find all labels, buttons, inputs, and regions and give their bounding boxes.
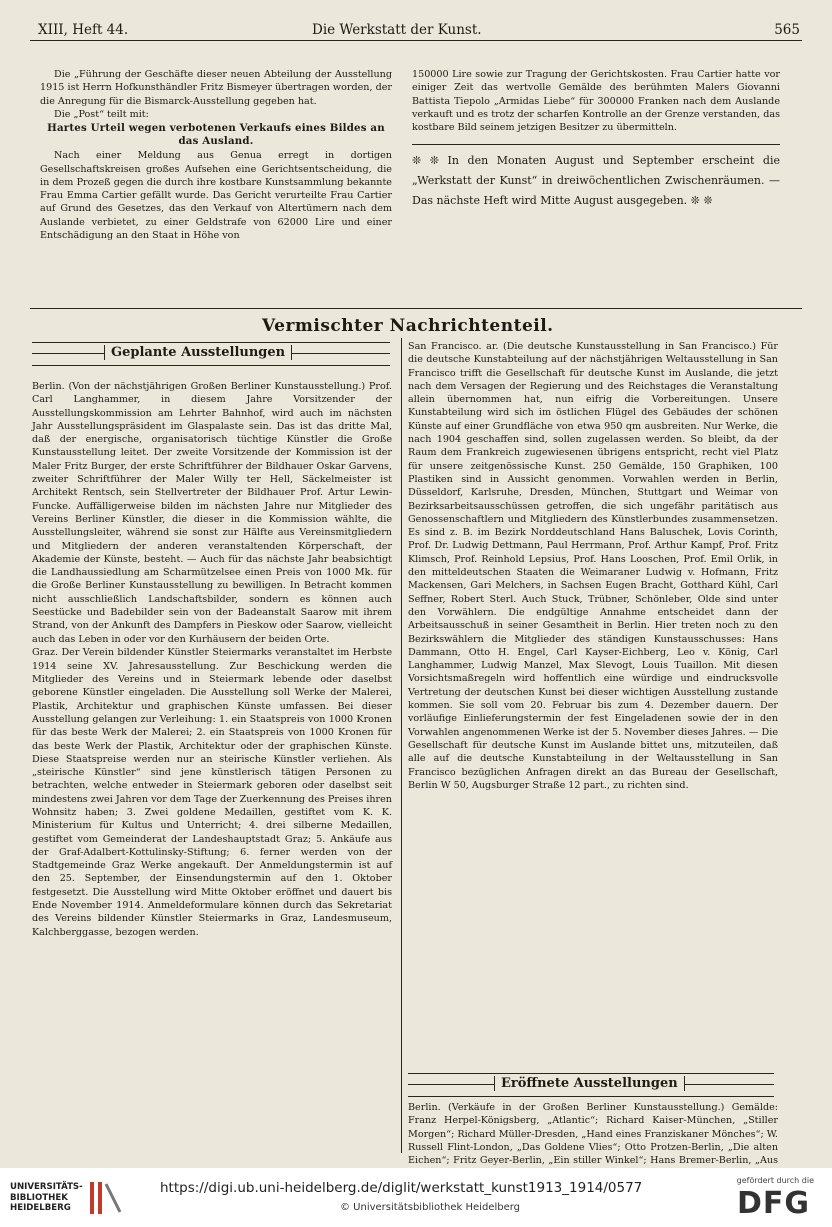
article-heading: Hartes Urteil wegen verbotenen Verkaufs eines Bildes an das Ausland. [47,122,385,148]
permalink-link[interactable]: https://digi.ub.uni-heidelberg.de/diglit/werkstatt_kunst1913_1914/0577 [160,1180,643,1196]
paragraph: Nach einer Meldung aus Genua erregt in dortigen Gesellschaftskreisen großes Aufsehen eine Gerichtsentscheidung, die in dem Prozeß gegen die durch ihre kostbare Kunstsammlung bekannte Frau Emma Cartier gefällt wurde. Das Gericht verurteilte Frau Cartier auf Grund des Gesetzes, das den Verkauf von Altertümern nach dem Auslande verbietet, zu einer Geldstrafe von 62000 Lire und einer Entschädigung an den Staat in Höhe von [40,150,392,242]
band-label: Eröffnete Ausstellungen [494,1076,685,1091]
column-rule [401,338,402,1153]
paragraph: 150000 Lire sowie zur Tragung der Gerichtskosten. Frau Cartier hatte vor einiger Zeit das wertvolle Gemälde des berühmten Malers Giovanni Battista Tiepolo „Armidas Liebe“ für 300000 Franken nach dem Auslande verkauft und es trotz der scharfen Kontrolle an der Grenze verstanden, das kostbare Bild seinem jetzigen Besitzer zu übermitteln. [412,69,780,134]
library-emblem-icon [84,1178,124,1218]
opened-exhibitions-band [408,1073,774,1097]
logo-line: BIBLIOTHEK [10,1192,68,1203]
top-left-column [40,68,392,243]
band-label: Geplante Ausstellungen [104,345,292,360]
paragraph: Die „Post“ teilt mit: [54,109,149,121]
dfg-logo: DFG [736,1186,810,1221]
section-title: Vermischter Nachrichtenteil. [262,316,554,336]
bottom-right-column [408,340,778,793]
funding-note: gefördert durch die [736,1176,814,1185]
section-header [30,308,802,339]
bottom-left-column [32,380,392,939]
publication-notice: ❊ ❊ In den Monaten August und September erscheint die „Werkstatt der Kunst“ in dreiwöchentlichen Zwischenräumen. — Das nächste Heft wird Mitte August ausgegeben. ❊ ❊ [412,154,780,208]
top-right-column [412,68,780,212]
paragraph: Die „Führung der Geschäfte dieser neuen Abteilung der Ausstellung 1915 ist Herrn Hofkunsthändler Fritz Bismeyer übertragen worden, der die Anregung für die Bismarck-Ausstellung gegeben hat. [40,69,392,107]
planned-exhibitions-band [32,342,390,366]
paragraph: Graz. Der Verein bildender Künstler Steiermarks veranstaltet im Herbste 1914 seine XV. Jahresausstellung. Zur Beschickung werden die Mitglieder des Vereins und in Steiermark lebende oder daselbst geborene Künstler eingeladen. Die Ausstellung soll Werke der Malerei, Plastik, Architektur und graphischen Künste umfassen. Bei dieser Ausstellung gelangen zur Verleihung: 1. ein Staatspreis von 1000 Kronen für das beste Werk der Malerei; 2. ein Staatspreis von 1000 Kronen für das beste Werk der Plastik, Architektur oder der graphischen Künste. Diese Staatspreise werden nur an steirische Künstler verliehen. Als „steirische Künstler“ sind jene künstlerisch tätigen Personen zu betrachten, welche entweder in Steiermark geboren oder daselbst seit mindestens zwei Jahren vor dem Tage der Zuerkennung des Preises ihren Wohnsitz haben; 3. Zwei goldene Medaillen, gestiftet vom K. K. Ministerium für Kultus und Unterricht; 4. drei silberne Medaillen, gestiftet vom Gemeinderat der Landeshauptstadt Graz; 5. Ankäufe aus der Graf-Adalbert-Kottulinsky-Stiftung; 6. ferner werden von der Stadtgemeinde Graz Werke angekauft. Der Anmeldungstermin ist auf den 25. September, der Einsendungstermin auf den 1. Oktober festgesetzt. Die Ausstellung wird Mitte Oktober eröffnet und dauert bis Ende November 1914. Anmeldeformulare können durch das Sekretariat des Vereins bildender Künstler Steiermarks in Graz, Landesmuseum, Kalchberggasse, bezogen werden. [32,647,392,938]
page-number: 565 [774,22,800,38]
viewer-footer [0,1168,832,1227]
paragraph: San Francisco. ar. (Die deutsche Kunstausstellung in San Francisco.) Für die deutsche Kunstabteilung auf der nächstjährigen Weltausstellung in San Francisco trifft die Gesellschaft für deutsche Kunst im Auslande, die jetzt nach dem Versagen der Regierung und des Reichstages die Veranstaltung allein übernommen hat, nun eifrig die Vorbereitungen. Unsere Kunstabteilung wird sich im östlichen Flügel des Gebäudes der schönen Künste auf einer Grundfläche von etwa 950 qm ausbreiten. Nur Werke, die nach 1904 geschaffen sind, sollen zugelassen werden. So bleibt, da der Raum dem Frankreich zugewiesenen übrigens entspricht, recht viel Platz für unsere zeitgenössische Kunst. 250 Gemälde, 150 Graphiken, 100 Plastiken sind in Aussicht genommen. Vorwahlen werden in Berlin, Düsseldorf, Karlsruhe, Dresden, München, Stuttgart und Weimar von Bezirksarbeitsausschüssen getroffen, die sich ungefähr paritätisch aus Genossenschaftlern und Mitgliedern des Künstlerbundes zusammensetzen. Es sind z. B. im Bezirk Norddeutschland Hans Baluschek, Lovis Corinth, Prof. Dr. Ludwig Dettmann, Paul Herrmann, Prof. Arthur Kampf, Prof. Fritz Klimsch, Prof. Reinhold Lepsius, Prof. Hans Looschen, Prof. Emil Orlik, in den mitteldeutschen Staaten die Weimaraner Ludwig v. Hofmann, Fritz Mackensen, Gari Melchers, in Sachsen Eugen Bracht, Gotthard Kühl, Carl Seffner, Robert Sterl. Auch Stuck, Trübner, Schönleber, Olde sind unter den Vorwählern. Die endgültige Annahme entscheidet dann der Arbeitsausschuß in seiner Gesamtheit in Berlin. Hier treten noch zu den Bezirkswählern die Mitglieder des ständigen Kunstausschusses: Hans Dammann, Otto H. Engel, Carl Kayser-Eichberg, Leo v. König, Carl Langhammer, Ludwig Manzel, Max Slevogt, Louis Tuaillon. Mit diesen Vorsichtsmaßregeln wird hoffentlich eine würdige und eindrucksvolle Vertretung der deutschen Kunst bei dieser wichtigen Ausstellung zustande kommen. Sie soll vom 20. Februar bis zum 4. Dezember dauern. Der vorläufige Einlieferungstermin der fest Eingeladenen sowie der in den Vorwahlen angenommenen Werke ist der 5. November dieses Jahres. — Die Gesellschaft für deutsche Kunst im Auslande bittet uns, mitzuteilen, daß alle auf die deutsche Kunstabteilung in der Weltausstellung in San Francisco bezüglichen Anfragen direkt an das Bureau der Gesellschaft, Berlin W 50, Augsburger Straße 12 part., zu richten sind. [408,341,778,791]
paragraph: Berlin. (Verkäufe in der Großen Berliner Kunstausstellung.) Gemälde: Franz Herpel-Königsberg, „Atlantic“; Richard Kaiser-München, „Stiller Morgen“; Richard Müller-Dresden, „Hand eines Franziskaner Mönches“; W. Russell Flint-London, „Das Goldene Vlies“; Otto Protzen-Berlin, „Die alten Eichen“; Fritz Geyer-Berlin, „Ein stiller Winkel“; Hans Bremer-Berlin, „Aus [408,1102,778,1167]
logo-line: HEIDELBERG [10,1203,71,1213]
divider [412,144,780,145]
copyright-note: © Universitätsbibliothek Heidelberg [340,1202,521,1213]
issue-label: XIII, Heft 44. [38,22,129,38]
logo-line: UNIVERSITÄTS- [10,1182,83,1192]
library-logo [10,1182,83,1214]
paragraph: Berlin. (Von der nächstjährigen Großen Berliner Kunstausstellung.) Prof. Carl Langhammer, in diesem Jahre Vorsitzender der Ausstellungskommission am Lehrter Bahnhof, wird auch im nächsten Jahr Ausstellungspräsident im Glaspalaste sein. Das ist das dritte Mal, daß der energische, organisatorisch tüchtige Künstler die Große Kunstausstellung leitet. Der zweite Vorsitzende der Kommission ist der Maler Fritz Burger, der erste Schriftführer der Bildhauer Oskar Garvens, zweiter Schriftführer der Maler Willy ter Hell, Säckelmeister ist Architekt Rentsch, sein Stellvertreter der Bildhauer Prof. Artur Lewin-Funcke. Auffälligerweise bilden im nächsten Jahre nur Mitglieder des Vereins Berliner Künstler, die dieser in die Kommission wählte, die Ausstellungsleiter, während sie sonst zur Hälfte aus Vereinsmitgliedern und Mitgliedern der anderen veranstaltenden Körperschaft, der Akademie der Künste, besteht. — Auch für das nächste Jahr beabsichtigt die Landhaussiedlung am Scharmützelsee einen Preis von 1000 Mk. für die Große Berliner Kunstausstellung zu bewilligen. In Betracht kommen nicht ausschließlich Landschaftsbilder, sondern es können auch Seestücke und Badebilder sein von der Badeanstalt Saarow mit ihrem Strand, von der Ankunft des Dampfers in Pieskow oder Saarow, vielleicht auch das Leben in oder vor den Kurhäusern der beiden Orte. [32,381,392,645]
journal-title: Die Werkstatt der Kunst. [312,22,482,38]
running-header [30,18,802,41]
